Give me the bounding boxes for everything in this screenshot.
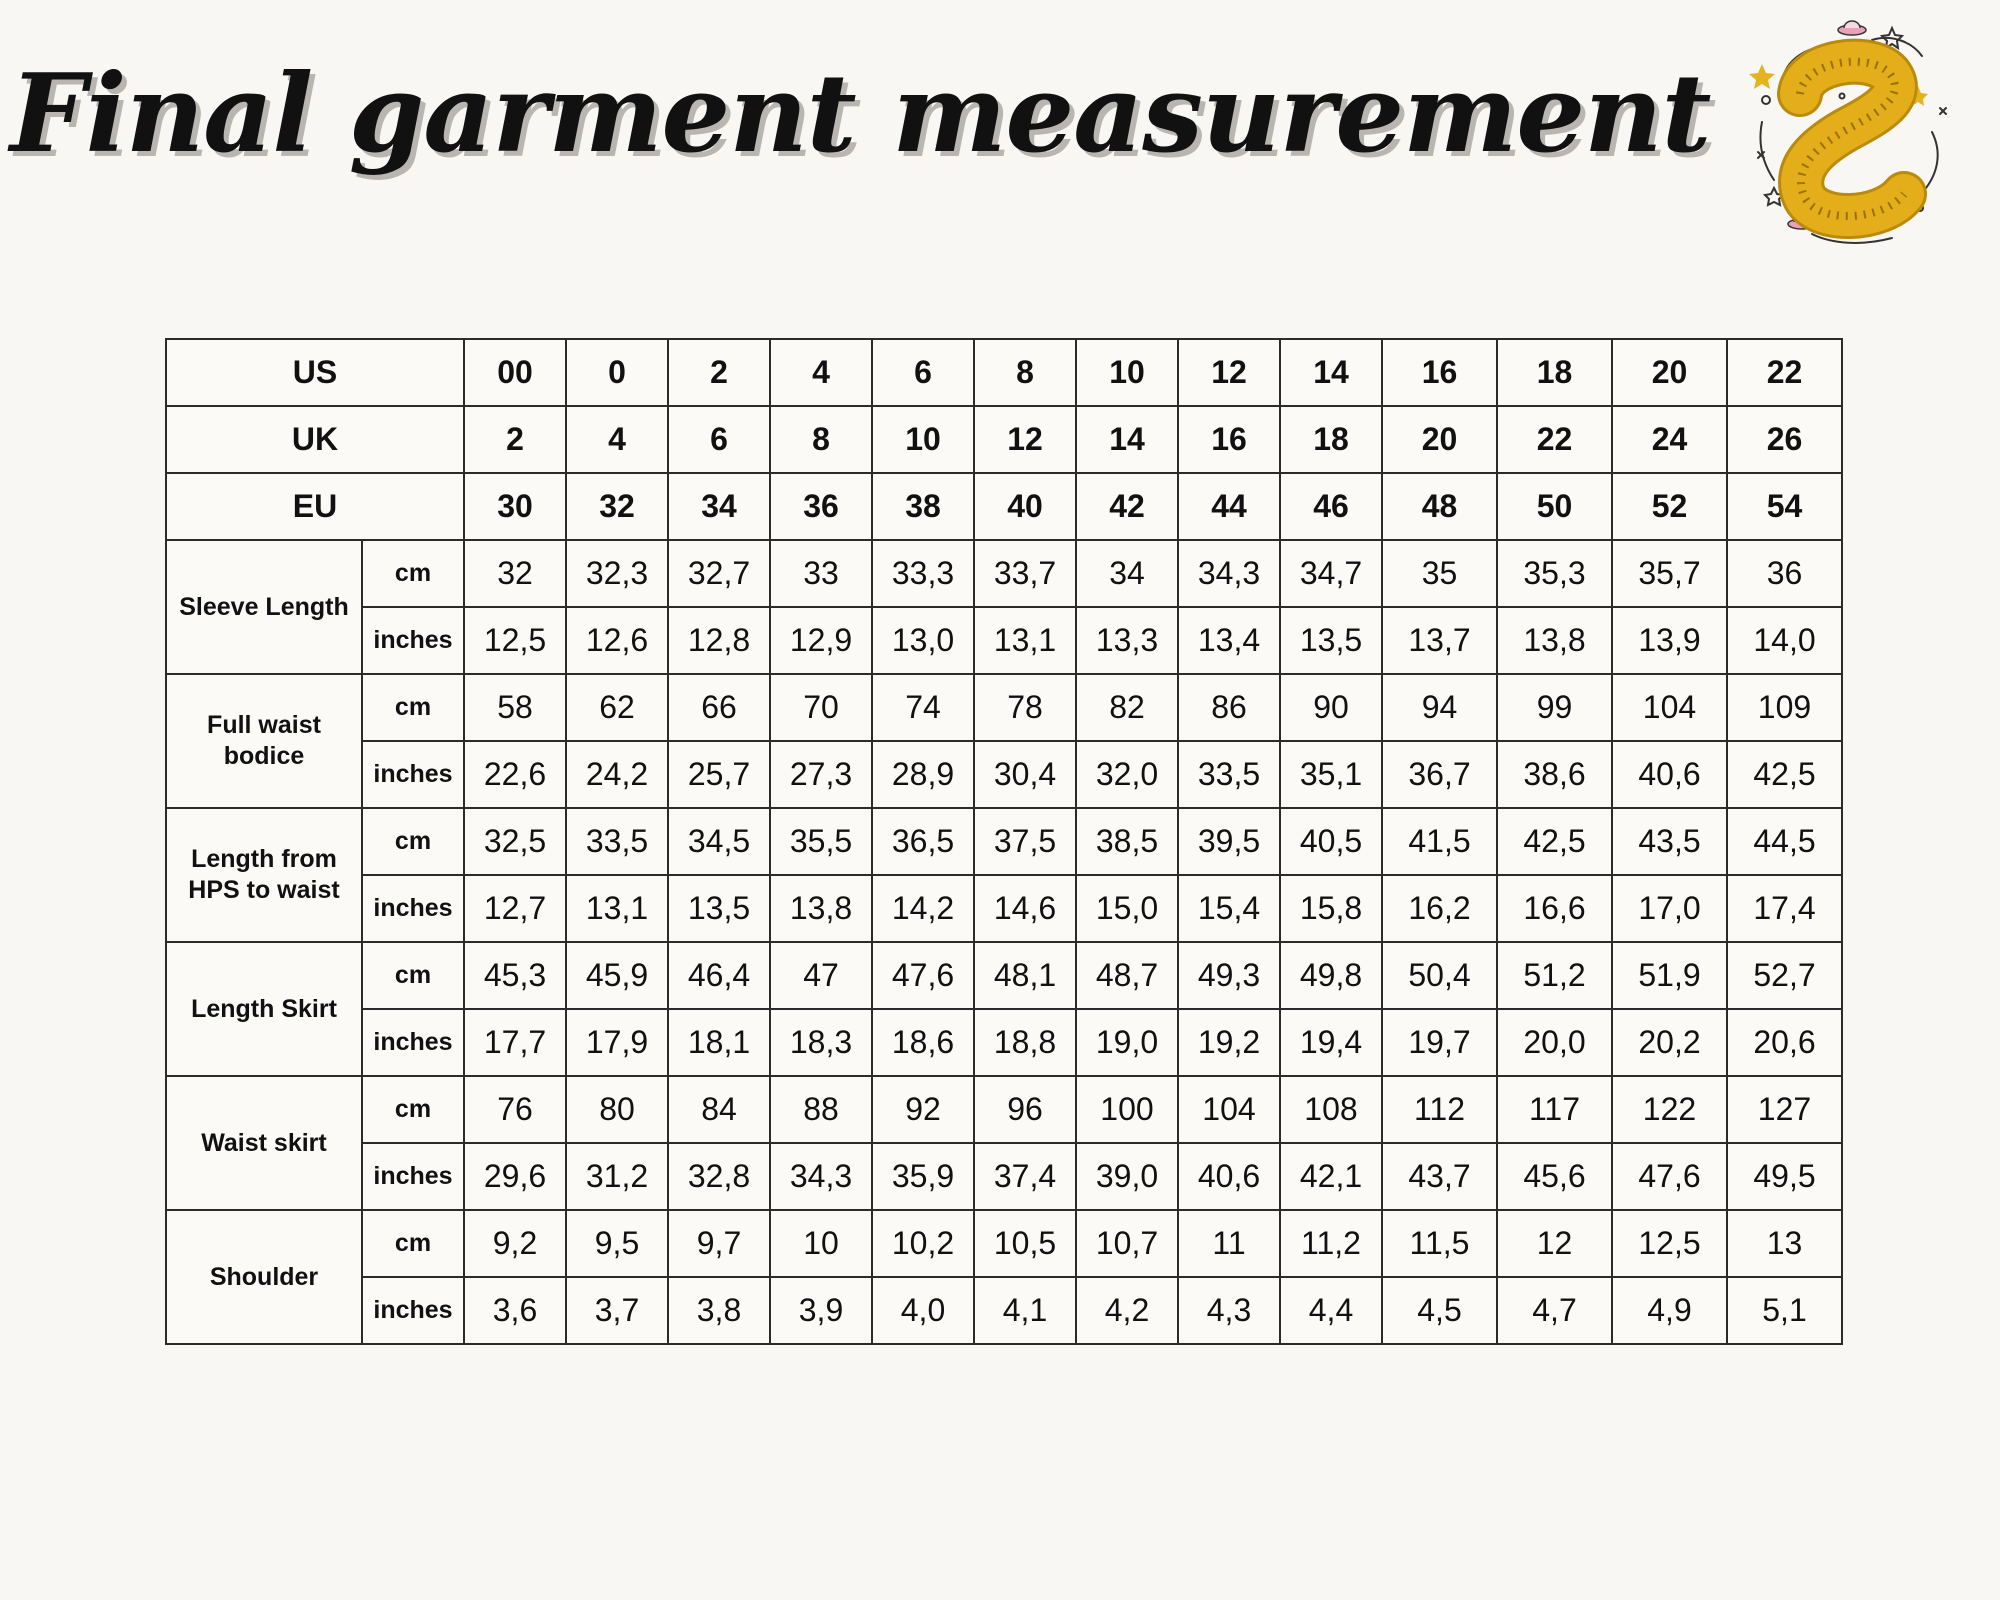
measurement-cell: 58: [464, 674, 566, 741]
measurement-cell: 45,3: [464, 942, 566, 1009]
measurement-cell: 15,4: [1178, 875, 1280, 942]
measurement-cell: 10,5: [974, 1210, 1076, 1277]
measurement-cell: 13: [1727, 1210, 1842, 1277]
measurement-cell: 12,5: [1612, 1210, 1727, 1277]
measurement-cell: 3,6: [464, 1277, 566, 1344]
measurement-cell: 122: [1612, 1076, 1727, 1143]
size-cell: 6: [872, 339, 974, 406]
measurement-cell: 19,7: [1382, 1009, 1497, 1076]
measurement-cell: 34,7: [1280, 540, 1382, 607]
measurement-cell: 51,2: [1497, 942, 1612, 1009]
measurement-cell: 90: [1280, 674, 1382, 741]
measurement-cell: 14,0: [1727, 607, 1842, 674]
measurement-cell: 35,5: [770, 808, 872, 875]
table-row: [166, 1076, 1842, 1143]
measurement-cell: 40,5: [1280, 808, 1382, 875]
measurement-cell: 11: [1178, 1210, 1280, 1277]
measurement-cell: 117: [1497, 1076, 1612, 1143]
measurement-cell: 32,3: [566, 540, 668, 607]
measurement-cell: 4,7: [1497, 1277, 1612, 1344]
measurement-cell: 13,5: [668, 875, 770, 942]
measurement-cell: 13,3: [1076, 607, 1178, 674]
measurement-cell: 40,6: [1612, 741, 1727, 808]
size-cell: 2: [668, 339, 770, 406]
measurement-cell: 32,0: [1076, 741, 1178, 808]
table-row: [166, 808, 1842, 875]
measurement-cell: 32,8: [668, 1143, 770, 1210]
measurement-cell: 3,9: [770, 1277, 872, 1344]
measurement-cell: 39,0: [1076, 1143, 1178, 1210]
size-cell: 00: [464, 339, 566, 406]
measurement-cell: 18,1: [668, 1009, 770, 1076]
measurement-label: Full waist bodice: [166, 674, 362, 808]
measurement-cell: 15,0: [1076, 875, 1178, 942]
measurement-cell: 50,4: [1382, 942, 1497, 1009]
measurement-label: Waist skirt: [166, 1076, 362, 1210]
measurement-cell: 112: [1382, 1076, 1497, 1143]
size-cell: 4: [770, 339, 872, 406]
measurement-cell: 4,1: [974, 1277, 1076, 1344]
measurement-cell: 10,2: [872, 1210, 974, 1277]
size-cell: 52: [1612, 473, 1727, 540]
measurement-cell: 13,9: [1612, 607, 1727, 674]
size-cell: 24: [1612, 406, 1727, 473]
size-cell: 50: [1497, 473, 1612, 540]
size-cell: 16: [1382, 339, 1497, 406]
measurement-cell: 12,6: [566, 607, 668, 674]
measurement-cell: 70: [770, 674, 872, 741]
unit-label: cm: [362, 674, 464, 741]
measurement-cell: 37,5: [974, 808, 1076, 875]
size-cell: 34: [668, 473, 770, 540]
unit-label: cm: [362, 540, 464, 607]
measurement-cell: 13,8: [770, 875, 872, 942]
measurement-cell: 17,4: [1727, 875, 1842, 942]
size-cell: 30: [464, 473, 566, 540]
size-cell: 18: [1280, 406, 1382, 473]
size-system-label: EU: [166, 473, 464, 540]
unit-label: inches: [362, 875, 464, 942]
size-cell: 6: [668, 406, 770, 473]
measurement-cell: 49,3: [1178, 942, 1280, 1009]
measurement-cell: 33,5: [1178, 741, 1280, 808]
unit-label: inches: [362, 741, 464, 808]
measurement-cell: 36,5: [872, 808, 974, 875]
measurement-cell: 84: [668, 1076, 770, 1143]
measurement-cell: 34,3: [1178, 540, 1280, 607]
measurement-cell: 24,2: [566, 741, 668, 808]
measurement-cell: 17,9: [566, 1009, 668, 1076]
size-cell: 10: [872, 406, 974, 473]
size-cell: 12: [1178, 339, 1280, 406]
measurement-cell: 33,3: [872, 540, 974, 607]
measurement-cell: 17,0: [1612, 875, 1727, 942]
measurement-cell: 109: [1727, 674, 1842, 741]
measurement-label: Sleeve Length: [166, 540, 362, 674]
measurement-cell: 9,7: [668, 1210, 770, 1277]
size-cell: 44: [1178, 473, 1280, 540]
size-row: [166, 406, 1842, 473]
measurement-cell: 14,2: [872, 875, 974, 942]
measurement-cell: 47: [770, 942, 872, 1009]
measurement-cell: 18,8: [974, 1009, 1076, 1076]
size-cell: 20: [1612, 339, 1727, 406]
measurement-cell: 19,2: [1178, 1009, 1280, 1076]
size-cell: 48: [1382, 473, 1497, 540]
size-cell: 32: [566, 473, 668, 540]
measurement-cell: 12,9: [770, 607, 872, 674]
measurement-cell: 48,1: [974, 942, 1076, 1009]
table-row: [166, 540, 1842, 607]
measurement-cell: 20,6: [1727, 1009, 1842, 1076]
measurement-cell: 82: [1076, 674, 1178, 741]
size-row: [166, 473, 1842, 540]
size-cell: 16: [1178, 406, 1280, 473]
measurement-cell: 33,5: [566, 808, 668, 875]
measurement-cell: 36,7: [1382, 741, 1497, 808]
measurement-cell: 35,3: [1497, 540, 1612, 607]
measurement-label: Length from HPS to waist: [166, 808, 362, 942]
measurement-cell: 17,7: [464, 1009, 566, 1076]
measurement-cell: 12,8: [668, 607, 770, 674]
size-cell: 2: [464, 406, 566, 473]
measurement-cell: 88: [770, 1076, 872, 1143]
measurement-cell: 19,0: [1076, 1009, 1178, 1076]
measurement-cell: 29,6: [464, 1143, 566, 1210]
measurement-cell: 9,2: [464, 1210, 566, 1277]
table-row: [166, 674, 1842, 741]
measurement-cell: 16,2: [1382, 875, 1497, 942]
size-system-label: UK: [166, 406, 464, 473]
measurement-cell: 12: [1497, 1210, 1612, 1277]
size-cell: 12: [974, 406, 1076, 473]
table-row: [166, 875, 1842, 942]
measurement-cell: 35,1: [1280, 741, 1382, 808]
measurement-cell: 36: [1727, 540, 1842, 607]
measurement-cell: 4,0: [872, 1277, 974, 1344]
measurement-cell: 20,0: [1497, 1009, 1612, 1076]
measurement-cell: 43,7: [1382, 1143, 1497, 1210]
unit-label: inches: [362, 607, 464, 674]
measurement-cell: 32,5: [464, 808, 566, 875]
size-cell: 4: [566, 406, 668, 473]
measurement-cell: 104: [1612, 674, 1727, 741]
tape-measure-icon: [1800, 62, 1904, 216]
measurement-cell: 13,0: [872, 607, 974, 674]
measurement-cell: 38,5: [1076, 808, 1178, 875]
table-row: [166, 942, 1842, 1009]
measurement-cell: 5,1: [1727, 1277, 1842, 1344]
measurement-cell: 45,6: [1497, 1143, 1612, 1210]
size-cell: 20: [1382, 406, 1497, 473]
measurement-cell: 104: [1178, 1076, 1280, 1143]
unit-label: cm: [362, 1076, 464, 1143]
measurement-cell: 76: [464, 1076, 566, 1143]
measurement-cell: 43,5: [1612, 808, 1727, 875]
table-row: [166, 1009, 1842, 1076]
measurement-cell: 74: [872, 674, 974, 741]
size-row: [166, 339, 1842, 406]
measurement-cell: 20,2: [1612, 1009, 1727, 1076]
size-system-label: US: [166, 339, 464, 406]
measurement-cell: 42,5: [1497, 808, 1612, 875]
measurement-cell: 37,4: [974, 1143, 1076, 1210]
measurement-label: Shoulder: [166, 1210, 362, 1344]
measurement-cell: 11,5: [1382, 1210, 1497, 1277]
measurement-cell: 32,7: [668, 540, 770, 607]
unit-label: cm: [362, 1210, 464, 1277]
measurement-cell: 13,1: [566, 875, 668, 942]
measurement-cell: 15,8: [1280, 875, 1382, 942]
measurement-cell: 100: [1076, 1076, 1178, 1143]
measurement-cell: 45,9: [566, 942, 668, 1009]
size-cell: 46: [1280, 473, 1382, 540]
measurement-cell: 4,4: [1280, 1277, 1382, 1344]
table-row: [166, 741, 1842, 808]
size-cell: 0: [566, 339, 668, 406]
measurement-cell: 34,3: [770, 1143, 872, 1210]
measurement-cell: 22,6: [464, 741, 566, 808]
size-cell: 8: [974, 339, 1076, 406]
size-cell: 38: [872, 473, 974, 540]
size-cell: 18: [1497, 339, 1612, 406]
measurement-cell: 3,8: [668, 1277, 770, 1344]
measurement-cell: 19,4: [1280, 1009, 1382, 1076]
measurement-cell: 35: [1382, 540, 1497, 607]
measurement-cell: 78: [974, 674, 1076, 741]
table-row: [166, 1143, 1842, 1210]
measurement-cell: 80: [566, 1076, 668, 1143]
measurement-cell: 13,7: [1382, 607, 1497, 674]
measurement-cell: 94: [1382, 674, 1497, 741]
measurement-cell: 12,5: [464, 607, 566, 674]
size-cell: 22: [1497, 406, 1612, 473]
measurement-cell: 33: [770, 540, 872, 607]
size-cell: 26: [1727, 406, 1842, 473]
measurement-cell: 40,6: [1178, 1143, 1280, 1210]
table-row: [166, 1210, 1842, 1277]
table-row: [166, 607, 1842, 674]
measurement-cell: 49,8: [1280, 942, 1382, 1009]
measurement-cell: 28,9: [872, 741, 974, 808]
unit-label: inches: [362, 1009, 464, 1076]
measurement-cell: 27,3: [770, 741, 872, 808]
measurement-cell: 51,9: [1612, 942, 1727, 1009]
unit-label: inches: [362, 1143, 464, 1210]
measurement-cell: 16,6: [1497, 875, 1612, 942]
unit-label: inches: [362, 1277, 464, 1344]
measurement-cell: 48,7: [1076, 942, 1178, 1009]
unit-label: cm: [362, 808, 464, 875]
measurement-cell: 4,9: [1612, 1277, 1727, 1344]
measurement-cell: 44,5: [1727, 808, 1842, 875]
measurement-cell: 3,7: [566, 1277, 668, 1344]
measurement-label: Length Skirt: [166, 942, 362, 1076]
measurement-cell: 66: [668, 674, 770, 741]
size-cell: 54: [1727, 473, 1842, 540]
measurement-cell: 25,7: [668, 741, 770, 808]
measurement-cell: 39,5: [1178, 808, 1280, 875]
measurement-cell: 49,5: [1727, 1143, 1842, 1210]
measurement-cell: 47,6: [1612, 1143, 1727, 1210]
measurement-cell: 18,6: [872, 1009, 974, 1076]
unit-label: cm: [362, 942, 464, 1009]
measurement-cell: 13,1: [974, 607, 1076, 674]
measurement-cell: 30,4: [974, 741, 1076, 808]
measurement-cell: 42,1: [1280, 1143, 1382, 1210]
size-cell: 40: [974, 473, 1076, 540]
measurement-cell: 13,4: [1178, 607, 1280, 674]
measurement-cell: 14,6: [974, 875, 1076, 942]
measurement-cell: 4,3: [1178, 1277, 1280, 1344]
size-cell: 22: [1727, 339, 1842, 406]
measurement-cell: 41,5: [1382, 808, 1497, 875]
measurement-cell: 46,4: [668, 942, 770, 1009]
size-cell: 36: [770, 473, 872, 540]
measurement-cell: 18,3: [770, 1009, 872, 1076]
measurement-cell: 13,8: [1497, 607, 1612, 674]
size-cell: 14: [1076, 406, 1178, 473]
measurement-cell: 35,9: [872, 1143, 974, 1210]
page-title: Final garment measurement: [10, 51, 1711, 177]
measurement-cell: 4,5: [1382, 1277, 1497, 1344]
measurement-cell: 12,7: [464, 875, 566, 942]
measurement-cell: 52,7: [1727, 942, 1842, 1009]
measurement-cell: 62: [566, 674, 668, 741]
measurement-cell: 31,2: [566, 1143, 668, 1210]
measurement-cell: 108: [1280, 1076, 1382, 1143]
measurement-cell: 99: [1497, 674, 1612, 741]
measurement-cell: 13,5: [1280, 607, 1382, 674]
size-cell: 10: [1076, 339, 1178, 406]
measurement-cell: 34,5: [668, 808, 770, 875]
measurement-cell: 42,5: [1727, 741, 1842, 808]
measurement-cell: 33,7: [974, 540, 1076, 607]
size-cell: 8: [770, 406, 872, 473]
measurement-cell: 4,2: [1076, 1277, 1178, 1344]
measuring-tape-logo: [1722, 12, 1972, 262]
measurement-cell: 86: [1178, 674, 1280, 741]
measurement-cell: 11,2: [1280, 1210, 1382, 1277]
measurement-cell: 92: [872, 1076, 974, 1143]
size-chart-table: [165, 338, 1843, 1345]
table-row: [166, 1277, 1842, 1344]
measurement-cell: 47,6: [872, 942, 974, 1009]
measurement-cell: 10: [770, 1210, 872, 1277]
measurement-cell: 10,7: [1076, 1210, 1178, 1277]
measurement-cell: 32: [464, 540, 566, 607]
measurement-cell: 9,5: [566, 1210, 668, 1277]
measurement-cell: 127: [1727, 1076, 1842, 1143]
measurement-cell: 34: [1076, 540, 1178, 607]
measurement-cell: 96: [974, 1076, 1076, 1143]
measurement-cell: 35,7: [1612, 540, 1727, 607]
measurement-cell: 38,6: [1497, 741, 1612, 808]
size-cell: 42: [1076, 473, 1178, 540]
size-cell: 14: [1280, 339, 1382, 406]
